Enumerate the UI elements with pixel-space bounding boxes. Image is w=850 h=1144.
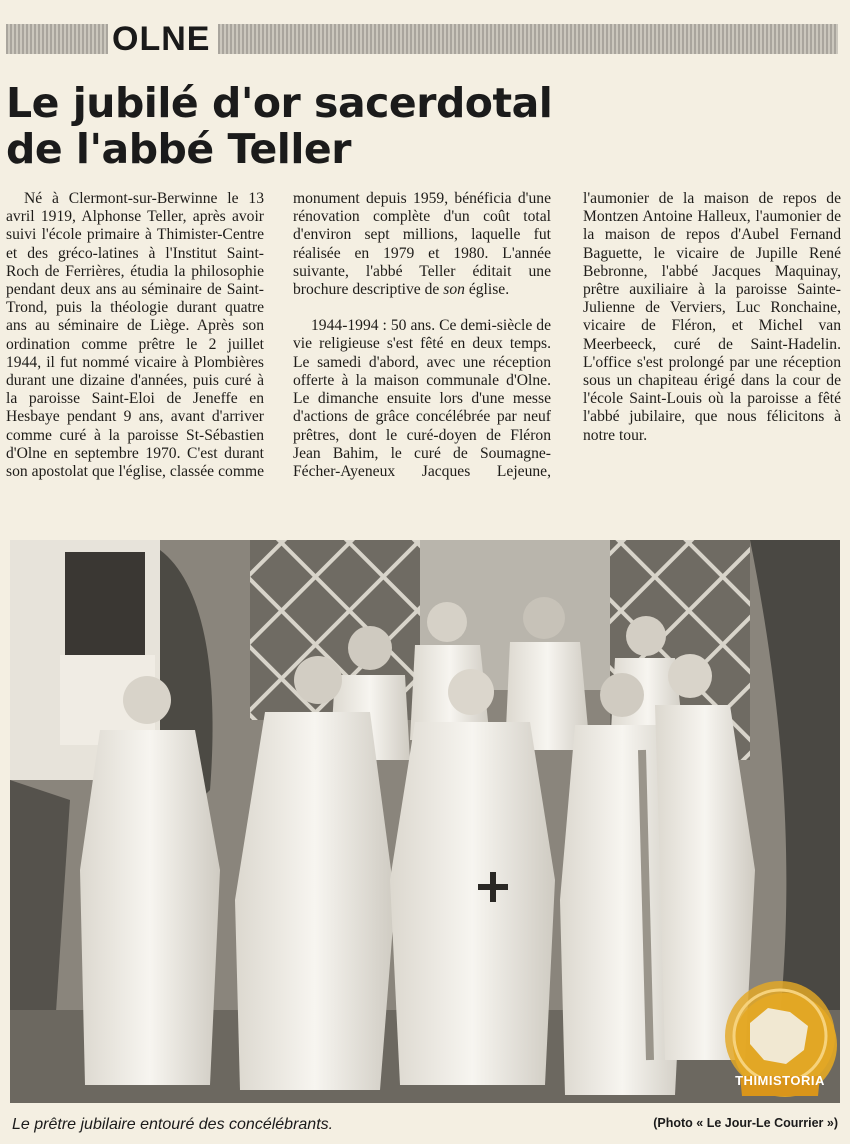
article-paragraph-1-emphasis: son	[443, 281, 465, 299]
article-column-1	[6, 190, 264, 481]
article-flow	[293, 190, 551, 481]
headline-line-1: Le jubilé d'or sacerdotal	[6, 79, 553, 127]
thimistoria-logo	[720, 978, 840, 1113]
article-column-2	[293, 190, 551, 481]
article-paragraph-1	[293, 190, 551, 299]
article-paragraph-1-text: monument depuis 1959, bénéficia d'une rénovation complète d'un coût total d'environ sept millions, laquelle fut réalisée en 1979 et 1980. L'année suivante, l'abbé Teller éditait une brochure descriptive de	[293, 190, 551, 299]
group-photo	[10, 540, 840, 1103]
group-photo-illustration	[10, 540, 840, 1103]
article-flow	[583, 190, 841, 445]
headline-line-2: de l'abbé Teller	[6, 125, 351, 173]
article-paragraph-1	[6, 190, 264, 481]
photo-credit: (Photo « Le Jour-Le Courrier »)	[653, 1116, 838, 1130]
article-paragraph-2: 1944-1994 : 50 ans. Ce demi-siècle de vie religieuse s'est fêté en deux temps. Le samedi d'abord, avec une réception offerte à la maison communale d'Olne. Le dimanche ensuite lors d'une messe d'actions de grâce concélébrée par neuf prêtres, dont le curé-doyen de Fléron Jean Bahim, le curé de Soumagne-Fécher-Ayeneux Jacques Lejeune,	[293, 317, 551, 480]
article-column-3	[583, 190, 841, 481]
headline	[6, 80, 826, 172]
article-paragraph-2: l'aumonier de la maison de repos de Montzen Antoine Halleux, l'aumonier de la maison de repos d'Aubel Fernand Baguette, le vicaire de Jupille René Bebronne, l'abbé Jacques Maquinay, prêtre auxiliaire à la paroisse Sainte-Julienne de Verviers, Luc Ronchaine, vicaire de Fléron, et Michel van Meerbeeck, curé de Saint-Hadelin. L'office s'est prolongé par une réception sous un chapiteau érigé dans la cour de l'école Saint-Louis où la paroisse a fêté l'abbé jubilaire, que nous félicitons à notre tour.	[583, 190, 841, 444]
section-label: OLNE	[108, 19, 218, 59]
article-flow	[6, 190, 264, 481]
article-paragraph-1-text: Né à Clermont-sur-Berwinne le 13 avril 1919, Alphonse Teller, après avoir suivi l'école primaire à Thimister-Centre et des gréco-latines à l'Institut Saint-Roch de Ferrières, étudia la philosophie pendant deux ans au séminaire de Saint-Trond, puis la théologie durant quatre ans au séminaire de Liège. Après son ordination comme prêtre le 2 juillet 1944, il fut nommé vicaire à Plombières durant une dizaine d'années, puis curé à la paroisse Saint-Eloi de Jeneffe en Hesbaye pendant 9 ans, avant d'arriver comme curé à la paroisse St-Sébastien d'Olne en septembre 1970. C'est durant son apostolat que l'église, classée comme	[6, 190, 264, 481]
photo-caption: Le prêtre jubilaire entouré des concélébrants.	[12, 1116, 334, 1133]
thimistoria-logo-text: THIMISTORIA	[735, 1073, 825, 1088]
article-paragraph-1-end: église.	[464, 281, 510, 299]
thimistoria-logo-emblem	[720, 978, 840, 1113]
